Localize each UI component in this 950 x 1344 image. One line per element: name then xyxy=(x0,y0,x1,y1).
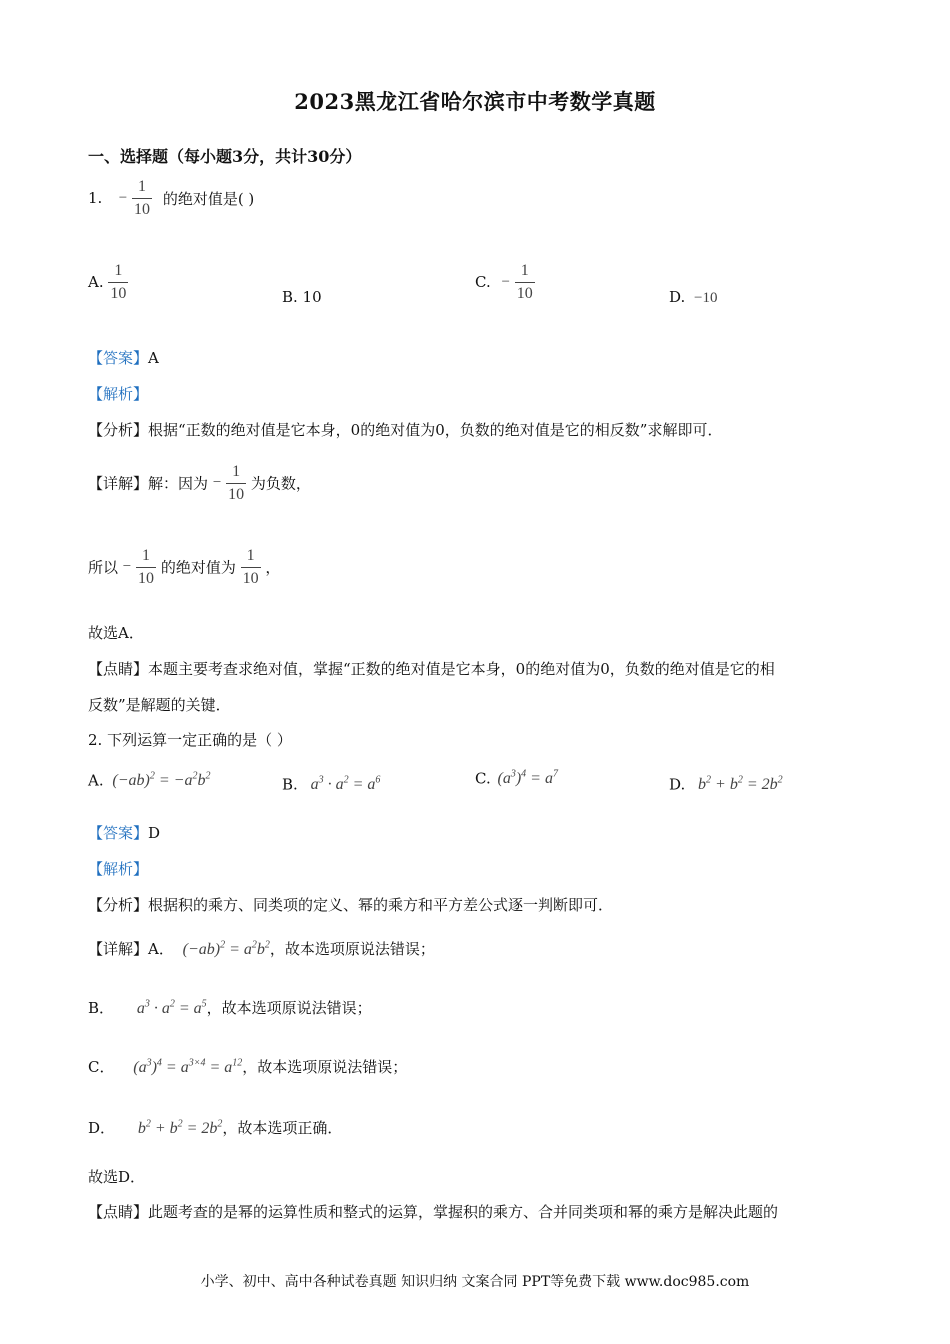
q1-fraction: $\frac{1}{10}$ xyxy=(134,178,151,218)
q1-answer: 【答案】A xyxy=(88,349,159,367)
page-title: 2023黑龙江省哈尔滨市中考数学真题 xyxy=(294,89,656,114)
q2-detail-b: B． $a^3 \cdot a^2 = a^5$，故本选项原说法错误； xyxy=(88,998,372,1017)
q1-option-a: A. $\frac{1}{10}$ xyxy=(88,262,127,302)
q2-analysis-tag: 【解析】 xyxy=(88,860,149,878)
q1-analysis-tag: 【解析】 xyxy=(88,385,149,403)
q1-option-a-fraction: $\frac{1}{10}$ xyxy=(110,262,127,302)
q2-stem: 2. 下列运算一定正确的是（ ） xyxy=(88,731,292,749)
page-footer: 小学、初中、高中各种试卷真题 知识归纳 文案合同 PPT等免费下载 www.doc985.com xyxy=(200,1274,750,1290)
q2-detail-c: C． $(a^3)^4 = a^{3\times 4} = a^{12}$，故本选项原说法错误； xyxy=(88,1057,408,1076)
q2-option-d: D. $b^2 + b^2 = 2b^2$ xyxy=(669,775,783,794)
q2-fenxi: 【分析】根据积的乘方、同类项的定义、幂的乘方和平方差公式逐一判断即可． xyxy=(88,896,614,914)
q2-option-b: B. $a^3 \cdot a^2 = a^6$ xyxy=(282,775,381,794)
q1-option-d: D. −10 xyxy=(669,288,718,306)
q2-choose: 故选D． xyxy=(88,1168,146,1186)
q1-dianjing-line1: 【点睛】本题主要考查求绝对值，掌握“正数的绝对值是它本身，0的绝对值为0，负数的绝对值是它的相 xyxy=(88,660,775,678)
q1-detail-fraction: $\frac{1}{10}$ xyxy=(228,463,245,503)
q1-so-fraction-2: $\frac{1}{10}$ xyxy=(242,547,259,587)
q1-so: 所以 − $\frac{1}{10}$ 的绝对值为 $\frac{1}{10}$ ， xyxy=(88,547,281,587)
q1-stem xyxy=(88,178,254,218)
q1-option-c: C. − $\frac{1}{10}$ xyxy=(475,262,533,302)
q1-so-fraction: $\frac{1}{10}$ xyxy=(138,547,155,587)
q1-frac-sign: − xyxy=(118,189,128,206)
q1-dianjing-line2: 反数”是解题的关键． xyxy=(88,696,231,714)
section-heading: 一、选择题（每小题3分，共计30分） xyxy=(88,147,362,166)
q1-option-c-fraction: $\frac{1}{10}$ xyxy=(516,262,533,302)
q1-stem-text: 的绝对值是( ) xyxy=(162,189,255,208)
q2-detail-d: D． $b^2 + b^2 = 2b^2$，故本选项正确． xyxy=(88,1118,343,1137)
q1-number: 1. xyxy=(88,189,103,208)
q1-option-b: B. 10 xyxy=(282,288,322,306)
q2-option-a: A. $(-ab)^2 = -a^2b^2$ xyxy=(88,771,211,790)
q2-answer: 【答案】D xyxy=(88,824,161,842)
q1-fenxi: 【分析】根据“正数的绝对值是它本身，0的绝对值为0，负数的绝对值是它的相反数”求解即可． xyxy=(88,421,723,439)
q2-option-c: C. $(a^3)^4 = a^7$ xyxy=(475,769,558,788)
q2-detail-a: 【详解】A． $(-ab)^2 = a^2b^2$，故本选项原说法错误； xyxy=(88,939,435,958)
q1-detail: 【详解】解：因为 − $\frac{1}{10}$ 为负数， xyxy=(88,463,311,503)
q2-dianjing: 【点睛】此题考查的是幂的运算性质和整式的运算，掌握积的乘方、合并同类项和幂的乘方是解决此题的 xyxy=(88,1203,779,1221)
q1-choose: 故选A． xyxy=(88,624,144,642)
